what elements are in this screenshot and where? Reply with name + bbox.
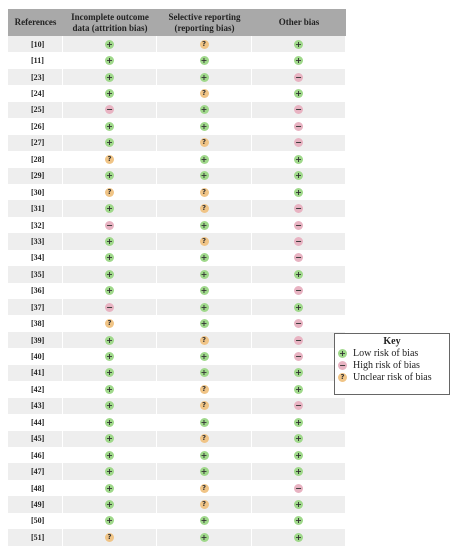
high-risk-icon: − bbox=[295, 72, 302, 82]
reference-cell: [43] bbox=[8, 398, 63, 414]
low-risk-icon: + bbox=[106, 253, 113, 263]
low-risk-icon: + bbox=[295, 89, 302, 99]
other-bias-cell bbox=[252, 250, 346, 266]
reference-cell: [44] bbox=[8, 414, 63, 430]
unclear-risk-icon: ? bbox=[105, 155, 114, 164]
header-other-bias: Other bias bbox=[278, 17, 320, 27]
low-risk-icon: + bbox=[106, 56, 113, 66]
unclear-risk-icon: ? bbox=[105, 188, 114, 197]
low-risk-icon: + bbox=[295, 39, 302, 49]
other-bias-cell bbox=[252, 69, 346, 85]
unclear-risk-icon: ? bbox=[200, 484, 209, 493]
unclear-risk-icon: ? bbox=[200, 188, 209, 197]
table-header bbox=[8, 9, 346, 36]
attrition-bias-cell bbox=[63, 447, 157, 463]
high-risk-icon: − bbox=[106, 105, 113, 115]
other-bias-cell bbox=[252, 513, 346, 529]
attrition-bias-cell bbox=[63, 283, 157, 299]
low-risk-icon: + bbox=[106, 335, 113, 345]
table-row bbox=[8, 447, 346, 463]
low-risk-icon: + bbox=[295, 499, 302, 509]
reference-cell: [31] bbox=[8, 200, 63, 216]
reference-cell: [29] bbox=[8, 168, 63, 184]
reporting-bias-cell bbox=[157, 233, 252, 249]
low-risk-icon: + bbox=[200, 319, 208, 329]
reference-cell: [33] bbox=[8, 233, 63, 249]
other-bias-cell bbox=[252, 118, 346, 134]
table-row bbox=[8, 250, 346, 266]
high-risk-icon: − bbox=[295, 483, 302, 493]
high-risk-icon: − bbox=[295, 401, 302, 411]
table-row bbox=[8, 102, 346, 118]
low-risk-icon: + bbox=[106, 417, 113, 427]
other-bias-cell bbox=[252, 381, 346, 397]
table-row bbox=[8, 414, 346, 430]
unclear-risk-icon: ? bbox=[105, 319, 114, 328]
header-attrition-bias: Incomplete outcome data (attrition bias) bbox=[71, 11, 149, 33]
reporting-bias-cell bbox=[157, 332, 252, 348]
other-bias-cell bbox=[252, 480, 346, 496]
table-row bbox=[8, 52, 346, 68]
low-risk-icon: + bbox=[295, 450, 302, 460]
reporting-bias-cell bbox=[157, 398, 252, 414]
high-risk-icon: − bbox=[295, 335, 302, 345]
reporting-bias-cell bbox=[157, 463, 252, 479]
header-reporting-bias: Selective reporting (reporting bias) bbox=[168, 11, 241, 33]
reference-cell: [50] bbox=[8, 513, 63, 529]
unclear-risk-icon: ? bbox=[200, 138, 209, 147]
high-risk-icon: − bbox=[339, 360, 346, 370]
table-row bbox=[8, 315, 346, 331]
risk-of-bias-table bbox=[8, 9, 346, 546]
low-risk-icon: + bbox=[200, 154, 208, 164]
attrition-bias-cell bbox=[63, 398, 157, 414]
reporting-bias-cell bbox=[157, 496, 252, 512]
reference-cell: [27] bbox=[8, 135, 63, 151]
reference-cell: [36] bbox=[8, 283, 63, 299]
other-bias-cell bbox=[252, 184, 346, 200]
reference-cell: [24] bbox=[8, 85, 63, 101]
reference-cell: [26] bbox=[8, 118, 63, 134]
reporting-bias-cell bbox=[157, 513, 252, 529]
attrition-bias-cell bbox=[63, 217, 157, 233]
high-risk-icon: − bbox=[106, 302, 113, 312]
attrition-bias-cell bbox=[63, 85, 157, 101]
table-row bbox=[8, 36, 346, 52]
reference-cell: [25] bbox=[8, 102, 63, 118]
reference-cell: [30] bbox=[8, 184, 63, 200]
high-risk-icon: − bbox=[295, 121, 302, 131]
low-risk-icon: + bbox=[200, 72, 208, 82]
reference-cell: [32] bbox=[8, 217, 63, 233]
other-bias-cell bbox=[252, 36, 346, 52]
key-item-unclear bbox=[335, 371, 449, 383]
reporting-bias-cell bbox=[157, 151, 252, 167]
low-risk-icon: + bbox=[106, 368, 113, 378]
low-risk-icon: + bbox=[106, 516, 113, 526]
other-bias-cell bbox=[252, 414, 346, 430]
low-risk-icon: + bbox=[295, 434, 302, 444]
table-row bbox=[8, 348, 346, 364]
reference-cell: [40] bbox=[8, 348, 63, 364]
attrition-bias-cell bbox=[63, 102, 157, 118]
other-bias-cell bbox=[252, 85, 346, 101]
low-risk-icon: + bbox=[106, 138, 113, 148]
unclear-risk-icon: ? bbox=[200, 336, 209, 345]
high-risk-icon: − bbox=[295, 138, 302, 148]
reference-cell: [35] bbox=[8, 266, 63, 282]
table-row bbox=[8, 496, 346, 512]
unclear-risk-icon: ? bbox=[200, 385, 209, 394]
table-row bbox=[8, 233, 346, 249]
attrition-bias-cell bbox=[63, 348, 157, 364]
low-risk-icon: + bbox=[106, 434, 113, 444]
unclear-risk-icon: ? bbox=[200, 89, 209, 98]
low-risk-icon: + bbox=[106, 352, 113, 362]
table-body bbox=[8, 36, 346, 546]
key-item-label: Low risk of bias bbox=[353, 347, 419, 359]
reporting-bias-cell bbox=[157, 250, 252, 266]
attrition-bias-cell bbox=[63, 431, 157, 447]
reference-cell: [51] bbox=[8, 529, 63, 545]
reporting-bias-cell bbox=[157, 85, 252, 101]
unclear-risk-icon: ? bbox=[105, 533, 114, 542]
high-risk-icon: − bbox=[106, 220, 113, 230]
low-risk-icon: + bbox=[339, 348, 346, 358]
low-risk-icon: + bbox=[200, 368, 208, 378]
low-risk-icon: + bbox=[295, 154, 302, 164]
table-row bbox=[8, 151, 346, 167]
low-risk-icon: + bbox=[200, 516, 208, 526]
table-row bbox=[8, 398, 346, 414]
other-bias-cell bbox=[252, 463, 346, 479]
low-risk-icon: + bbox=[106, 450, 113, 460]
reference-cell: [48] bbox=[8, 480, 63, 496]
reporting-bias-cell bbox=[157, 447, 252, 463]
reporting-bias-cell bbox=[157, 266, 252, 282]
low-risk-icon: + bbox=[106, 89, 113, 99]
table-row bbox=[8, 299, 346, 315]
unclear-risk-icon: ? bbox=[200, 401, 209, 410]
low-risk-icon: + bbox=[106, 286, 113, 296]
table-row bbox=[8, 381, 346, 397]
low-risk-icon: + bbox=[200, 450, 208, 460]
reporting-bias-cell bbox=[157, 102, 252, 118]
low-risk-icon: + bbox=[200, 467, 208, 477]
unclear-risk-icon: ? bbox=[338, 373, 347, 382]
table-row bbox=[8, 69, 346, 85]
unclear-risk-icon: ? bbox=[200, 434, 209, 443]
reference-cell: [28] bbox=[8, 151, 63, 167]
high-risk-icon: − bbox=[295, 286, 302, 296]
reference-cell: [49] bbox=[8, 496, 63, 512]
other-bias-cell bbox=[252, 299, 346, 315]
key-title: Key bbox=[383, 336, 401, 347]
attrition-bias-cell bbox=[63, 365, 157, 381]
other-bias-cell bbox=[252, 529, 346, 545]
reporting-bias-cell bbox=[157, 184, 252, 200]
other-bias-cell bbox=[252, 332, 346, 348]
low-risk-icon: + bbox=[106, 171, 113, 181]
low-risk-icon: + bbox=[106, 269, 113, 279]
reference-cell: [45] bbox=[8, 431, 63, 447]
table-row bbox=[8, 513, 346, 529]
other-bias-cell bbox=[252, 431, 346, 447]
table-row bbox=[8, 332, 346, 348]
reference-cell: [47] bbox=[8, 463, 63, 479]
other-bias-cell bbox=[252, 283, 346, 299]
attrition-bias-cell bbox=[63, 299, 157, 315]
attrition-bias-cell bbox=[63, 250, 157, 266]
attrition-bias-cell bbox=[63, 168, 157, 184]
reporting-bias-cell bbox=[157, 299, 252, 315]
attrition-bias-cell bbox=[63, 266, 157, 282]
attrition-bias-cell bbox=[63, 52, 157, 68]
attrition-bias-cell bbox=[63, 151, 157, 167]
unclear-risk-icon: ? bbox=[200, 237, 209, 246]
low-risk-icon: + bbox=[200, 220, 208, 230]
reference-cell: [42] bbox=[8, 381, 63, 397]
high-risk-icon: − bbox=[295, 220, 302, 230]
reference-cell: [41] bbox=[8, 365, 63, 381]
other-bias-cell bbox=[252, 168, 346, 184]
table-row bbox=[8, 168, 346, 184]
low-risk-icon: + bbox=[106, 483, 113, 493]
reporting-bias-cell bbox=[157, 200, 252, 216]
attrition-bias-cell bbox=[63, 69, 157, 85]
reference-cell: [11] bbox=[8, 52, 63, 68]
low-risk-icon: + bbox=[295, 516, 302, 526]
low-risk-icon: + bbox=[106, 384, 113, 394]
low-risk-icon: + bbox=[200, 286, 208, 296]
low-risk-icon: + bbox=[295, 302, 302, 312]
table-row bbox=[8, 118, 346, 134]
other-bias-cell bbox=[252, 365, 346, 381]
low-risk-icon: + bbox=[295, 187, 302, 197]
low-risk-icon: + bbox=[106, 39, 113, 49]
attrition-bias-cell bbox=[63, 135, 157, 151]
other-bias-cell bbox=[252, 151, 346, 167]
other-bias-cell bbox=[252, 135, 346, 151]
reference-cell: [38] bbox=[8, 315, 63, 331]
unclear-risk-icon: ? bbox=[200, 40, 209, 49]
other-bias-cell bbox=[252, 266, 346, 282]
reporting-bias-cell bbox=[157, 283, 252, 299]
table-row bbox=[8, 266, 346, 282]
header-references: References bbox=[14, 17, 57, 27]
table-row bbox=[8, 365, 346, 381]
other-bias-cell bbox=[252, 52, 346, 68]
low-risk-icon: + bbox=[295, 269, 302, 279]
reporting-bias-cell bbox=[157, 348, 252, 364]
reference-cell: [37] bbox=[8, 299, 63, 315]
reporting-bias-cell bbox=[157, 118, 252, 134]
reporting-bias-cell bbox=[157, 365, 252, 381]
reference-cell: [34] bbox=[8, 250, 63, 266]
high-risk-icon: − bbox=[295, 352, 302, 362]
low-risk-icon: + bbox=[295, 467, 302, 477]
other-bias-cell bbox=[252, 217, 346, 233]
reporting-bias-cell bbox=[157, 315, 252, 331]
reporting-bias-cell bbox=[157, 431, 252, 447]
reporting-bias-cell bbox=[157, 36, 252, 52]
key-item-high bbox=[335, 359, 449, 371]
reference-cell: [10] bbox=[8, 36, 63, 52]
attrition-bias-cell bbox=[63, 200, 157, 216]
other-bias-cell bbox=[252, 398, 346, 414]
reference-cell: [23] bbox=[8, 69, 63, 85]
table-row bbox=[8, 217, 346, 233]
low-risk-icon: + bbox=[295, 532, 302, 542]
low-risk-icon: + bbox=[295, 368, 302, 378]
low-risk-icon: + bbox=[106, 72, 113, 82]
key-item-low bbox=[335, 347, 449, 359]
table-row bbox=[8, 135, 346, 151]
table-row bbox=[8, 200, 346, 216]
reporting-bias-cell bbox=[157, 529, 252, 545]
reporting-bias-cell bbox=[157, 480, 252, 496]
table-row bbox=[8, 85, 346, 101]
low-risk-icon: + bbox=[200, 171, 208, 181]
low-risk-icon: + bbox=[106, 401, 113, 411]
low-risk-icon: + bbox=[106, 499, 113, 509]
attrition-bias-cell bbox=[63, 496, 157, 512]
attrition-bias-cell bbox=[63, 118, 157, 134]
attrition-bias-cell bbox=[63, 184, 157, 200]
attrition-bias-cell bbox=[63, 315, 157, 331]
attrition-bias-cell bbox=[63, 463, 157, 479]
low-risk-icon: + bbox=[200, 253, 208, 263]
reporting-bias-cell bbox=[157, 217, 252, 233]
low-risk-icon: + bbox=[106, 121, 113, 131]
other-bias-cell bbox=[252, 496, 346, 512]
high-risk-icon: − bbox=[295, 204, 302, 214]
attrition-bias-cell bbox=[63, 332, 157, 348]
reporting-bias-cell bbox=[157, 381, 252, 397]
reference-cell: [39] bbox=[8, 332, 63, 348]
unclear-risk-icon: ? bbox=[200, 500, 209, 509]
other-bias-cell bbox=[252, 233, 346, 249]
low-risk-icon: + bbox=[200, 417, 208, 427]
low-risk-icon: + bbox=[106, 236, 113, 246]
reporting-bias-cell bbox=[157, 414, 252, 430]
table-row bbox=[8, 283, 346, 299]
table-row bbox=[8, 184, 346, 200]
low-risk-icon: + bbox=[200, 532, 208, 542]
attrition-bias-cell bbox=[63, 414, 157, 430]
low-risk-icon: + bbox=[295, 171, 302, 181]
table-row bbox=[8, 431, 346, 447]
low-risk-icon: + bbox=[106, 204, 113, 214]
key-item-label: Unclear risk of bias bbox=[353, 371, 432, 383]
high-risk-icon: − bbox=[295, 105, 302, 115]
high-risk-icon: − bbox=[295, 253, 302, 263]
key-item-label: High risk of bias bbox=[353, 359, 420, 371]
low-risk-icon: + bbox=[200, 56, 208, 66]
reporting-bias-cell bbox=[157, 52, 252, 68]
reporting-bias-cell bbox=[157, 135, 252, 151]
low-risk-icon: + bbox=[200, 269, 208, 279]
attrition-bias-cell bbox=[63, 480, 157, 496]
other-bias-cell bbox=[252, 315, 346, 331]
other-bias-cell bbox=[252, 102, 346, 118]
attrition-bias-cell bbox=[63, 36, 157, 52]
attrition-bias-cell bbox=[63, 513, 157, 529]
low-risk-icon: + bbox=[200, 121, 208, 131]
other-bias-cell bbox=[252, 447, 346, 463]
attrition-bias-cell bbox=[63, 529, 157, 545]
attrition-bias-cell bbox=[63, 233, 157, 249]
low-risk-icon: + bbox=[295, 384, 302, 394]
low-risk-icon: + bbox=[200, 105, 208, 115]
unclear-risk-icon: ? bbox=[200, 204, 209, 213]
reference-cell: [46] bbox=[8, 447, 63, 463]
reporting-bias-cell bbox=[157, 168, 252, 184]
other-bias-cell bbox=[252, 200, 346, 216]
table-row bbox=[8, 529, 346, 545]
high-risk-icon: − bbox=[295, 236, 302, 246]
low-risk-icon: + bbox=[200, 352, 208, 362]
low-risk-icon: + bbox=[106, 467, 113, 477]
key-items bbox=[335, 347, 449, 383]
high-risk-icon: − bbox=[295, 319, 302, 329]
low-risk-icon: + bbox=[295, 417, 302, 427]
table-row bbox=[8, 463, 346, 479]
other-bias-cell bbox=[252, 348, 346, 364]
low-risk-icon: + bbox=[200, 302, 208, 312]
table-row bbox=[8, 480, 346, 496]
legend-key bbox=[334, 333, 450, 395]
attrition-bias-cell bbox=[63, 381, 157, 397]
low-risk-icon: + bbox=[295, 56, 302, 66]
reporting-bias-cell bbox=[157, 69, 252, 85]
